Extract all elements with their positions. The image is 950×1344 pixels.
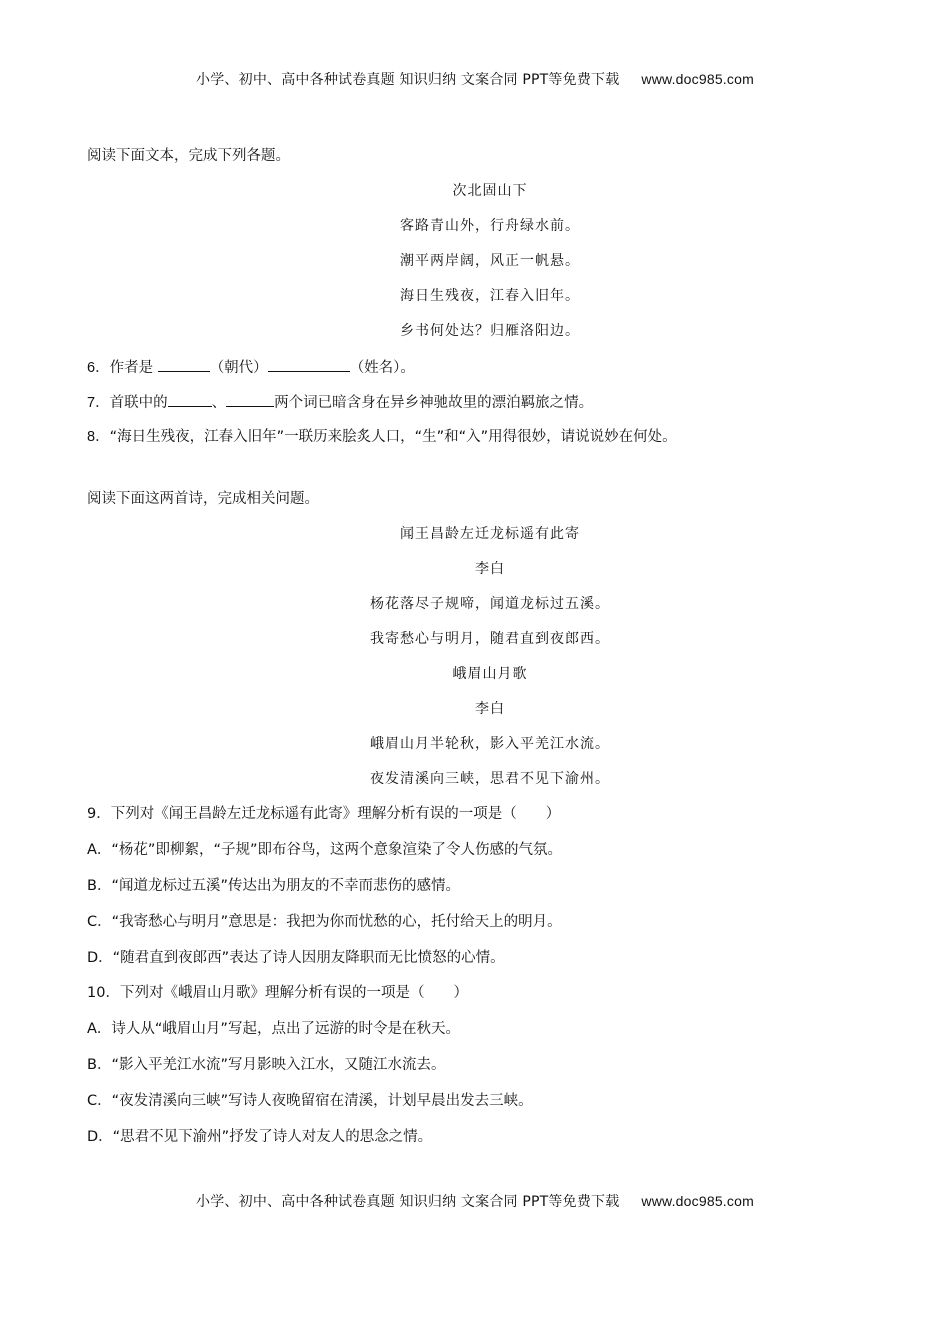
question-6 [87, 357, 415, 378]
option-b[interactable]: B．“影入平羌江水流”写月影映入江水，又随江水流去。 [87, 1057, 446, 1073]
section1-intro: 阅读下面文本，完成下列各题。 [87, 148, 290, 164]
answer-blank[interactable] [268, 357, 350, 372]
poem-title: 次北固山下 [452, 183, 528, 199]
question-text: 作者是 [109, 360, 158, 376]
poem-title: 闻王昌龄左迁龙标遥有此寄 [400, 526, 580, 542]
question-text: （朝代） [209, 360, 268, 376]
question-number: 7． [87, 395, 110, 411]
option-d[interactable]: D．“思君不见下渝州”抒发了诗人对友人的思念之情。 [87, 1129, 433, 1145]
page-header [0, 69, 950, 89]
poem-line: 夜发清溪向三峡，思君不见下渝州。 [370, 771, 610, 787]
poem-line: 峨眉山月半轮秋，影入平羌江水流。 [370, 736, 610, 752]
page-footer [0, 1191, 950, 1211]
question-7 [87, 392, 593, 413]
poem-line: 乡书何处达？归雁洛阳边。 [400, 323, 580, 339]
question-text: （姓名）。 [349, 360, 415, 376]
question-10-stem: 10．下列对《峨眉山月歌》理解分析有误的一项是（ ） [87, 985, 468, 1001]
question-number: 8． [87, 429, 110, 445]
answer-blank[interactable] [226, 392, 274, 407]
footer-url[interactable]: www.doc985.com [641, 1193, 754, 1209]
poem-line: 潮平两岸阔，风正一帆悬。 [400, 253, 580, 269]
poem-line: 杨花落尽子规啼，闻道龙标过五溪。 [370, 596, 610, 612]
poem-title: 峨眉山月歌 [452, 666, 528, 682]
poem-line: 海日生残夜，江春入旧年。 [400, 288, 580, 304]
footer-text: 小学、初中、高中各种试卷真题 知识归纳 文案合同 PPT等免费下载 [196, 1194, 620, 1210]
answer-blank[interactable] [168, 392, 212, 407]
header-url[interactable]: www.doc985.com [641, 71, 754, 87]
poem-author: 李白 [475, 701, 505, 717]
option-a[interactable]: A．“杨花”即柳絮，“子规”即布谷鸟，这两个意象渲染了令人伤感的气氛。 [87, 842, 562, 858]
option-b[interactable]: B．“闻道龙标过五溪”传达出为朋友的不幸而悲伤的感情。 [87, 878, 460, 894]
option-a[interactable]: A．诗人从“峨眉山月”写起，点出了远游的时令是在秋天。 [87, 1021, 460, 1037]
question-text: 两个词已暗含身在异乡神驰故里的漂泊羁旅之情。 [274, 395, 594, 411]
question-9-stem: 9．下列对《闻王昌龄左迁龙标遥有此寄》理解分析有误的一项是（ ） [87, 806, 561, 822]
answer-blank[interactable] [158, 357, 210, 372]
header-text: 小学、初中、高中各种试卷真题 知识归纳 文案合同 PPT等免费下载 [196, 72, 620, 88]
option-c[interactable]: C．“夜发清溪向三峡”写诗人夜晚留宿在清溪，计划早晨出发去三峡。 [87, 1093, 533, 1109]
poem-author: 李白 [475, 561, 505, 577]
option-c[interactable]: C．“我寄愁心与明月”意思是：我把为你而忧愁的心，托付给天上的明月。 [87, 914, 562, 930]
poem-line: 客路青山外，行舟绿水前。 [400, 218, 580, 234]
question-number: 6． [87, 360, 110, 376]
question-text: 首联中的 [109, 395, 168, 411]
question-text: 、 [211, 395, 227, 411]
option-d[interactable]: D．“随君直到夜郎西”表达了诗人因朋友降职而无比愤怒的心情。 [87, 950, 505, 966]
poem-line: 我寄愁心与明月，随君直到夜郎西。 [370, 631, 610, 647]
question-8 [87, 427, 677, 447]
question-text: “海日生残夜，江春入旧年”一联历来脍炙人口，“生”和“入”用得很妙，请说说妙在何处。 [109, 429, 677, 445]
section2-intro: 阅读下面这两首诗，完成相关问题。 [87, 491, 319, 507]
